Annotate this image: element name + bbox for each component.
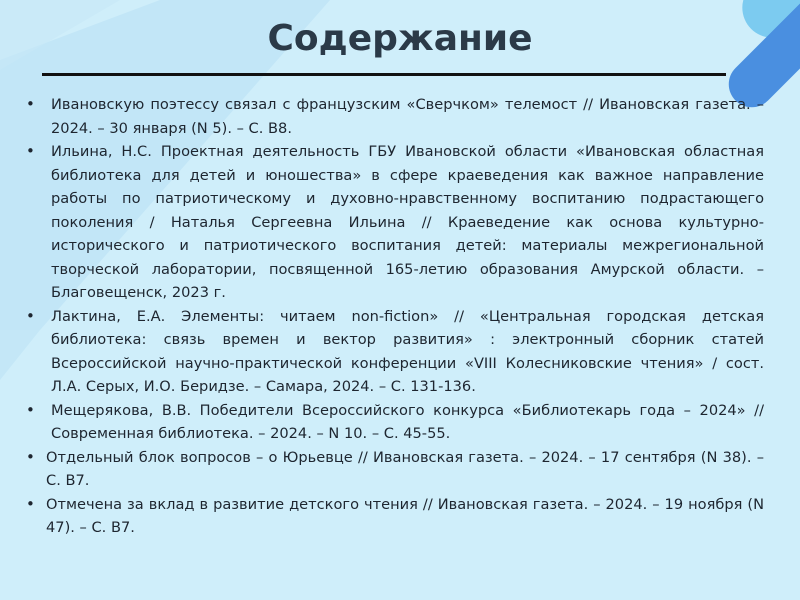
- bibliography-list: [0, 93, 800, 540]
- bullet-icon: •: [26, 447, 35, 466]
- list-item: [0, 140, 800, 305]
- bullet-icon: •: [26, 400, 35, 419]
- list-item-text: Мещерякова, В.В. Победители Всероссийского конкурса «Библиотекарь года – 2024» // Современная библиотека. – 2024. – N 10. – С. 45-55.: [51, 401, 764, 442]
- bullet-icon: •: [26, 95, 35, 113]
- page-title: Содержание: [267, 18, 533, 59]
- list-item-text: Ивановскую поэтессу связал с французским «Сверчком» телемост // Ивановская газета. – 2024. – 30 января (N 5). – С. В8.: [51, 96, 764, 137]
- list-item: [0, 493, 800, 540]
- bullet-icon: •: [26, 306, 35, 325]
- list-item: [0, 93, 800, 140]
- list-item-text: Ильина, Н.С. Проектная деятельность ГБУ Ивановской области «Ивановская областная библиотека для детей и юношества» в сфере краеведения как важное направление работы по патриотическому и духовно-нравственному воспитанию подрастающего поколения / Наталья Сергеевна Ильина // Краеведение как основа культурно-исторического и патриотического воспитания детей: материалы межрегиональной творческой лаборатории, посвященной 165-летию образования Амурской области. – Благовещенск, 2023 г.: [51, 143, 764, 301]
- list-item-text: Отдельный блок вопросов – о Юрьевце // Ивановская газета. – 2024. – 17 сентября (N 38). – С. В7.: [46, 448, 764, 489]
- bullet-icon: •: [26, 142, 35, 160]
- list-item-text: Лактина, Е.А. Элементы: читаем non-fiction» // «Центральная городская детская библиотека: связь времен и вектор развития» : электронный сборник статей Всероссийской научно-практической конференции «VIII Колесниковские чтения» / сост. Л.А. Серых, И.О. Беридзе. – Самара, 2024. – С. 131-136.: [51, 307, 764, 395]
- bullet-icon: •: [26, 494, 35, 513]
- list-item: [0, 305, 800, 399]
- title-underline: [42, 73, 726, 76]
- list-item: [0, 446, 800, 493]
- list-item: [0, 399, 800, 446]
- list-item-text: Отмечена за вклад в развитие детского чтения // Ивановская газета. – 2024. – 19 ноября (N 47). – С. В7.: [46, 495, 764, 536]
